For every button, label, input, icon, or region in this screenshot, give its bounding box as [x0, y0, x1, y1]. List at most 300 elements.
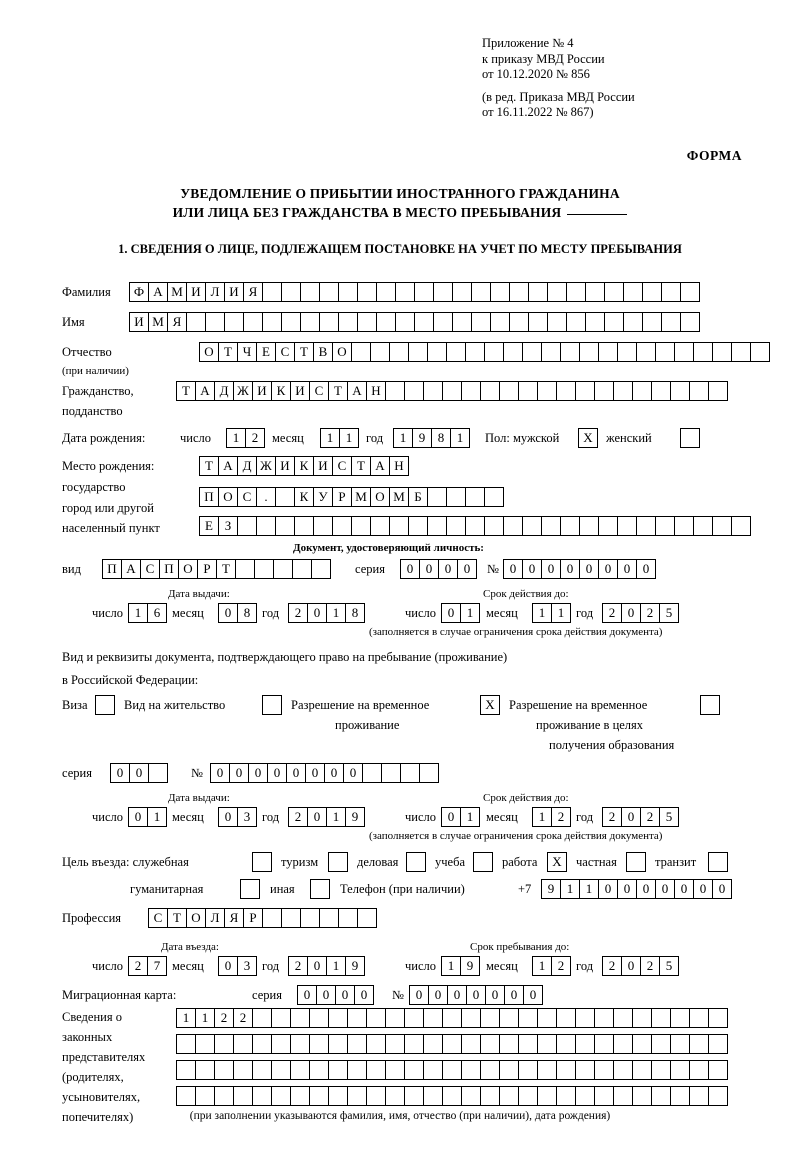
- form-cell[interactable]: А: [218, 456, 238, 476]
- form-cell[interactable]: 2: [245, 428, 265, 448]
- form-cell[interactable]: [473, 852, 493, 872]
- form-cell[interactable]: 2: [551, 956, 571, 976]
- form-cell[interactable]: [309, 1034, 329, 1054]
- form-cell[interactable]: [309, 1086, 329, 1106]
- form-cell[interactable]: [623, 282, 643, 302]
- surname-input[interactable]: [129, 282, 699, 302]
- form-cell[interactable]: [275, 487, 295, 507]
- form-cell[interactable]: [499, 1008, 519, 1028]
- form-cell[interactable]: 8: [431, 428, 451, 448]
- form-cell[interactable]: [556, 1008, 576, 1028]
- form-cell[interactable]: [689, 1034, 709, 1054]
- form-cell[interactable]: [547, 282, 567, 302]
- form-cell[interactable]: [518, 1034, 538, 1054]
- form-cell[interactable]: 0: [457, 559, 477, 579]
- form-cell[interactable]: [594, 1008, 614, 1028]
- form-cell[interactable]: М: [351, 487, 371, 507]
- form-cell[interactable]: [262, 908, 282, 928]
- form-cell[interactable]: [484, 342, 504, 362]
- form-cell[interactable]: [95, 695, 115, 715]
- form-cell[interactable]: 0: [409, 985, 429, 1005]
- form-cell[interactable]: [385, 1060, 405, 1080]
- form-cell[interactable]: 1: [460, 603, 480, 623]
- form-cell[interactable]: 0: [438, 559, 458, 579]
- form-cell[interactable]: [281, 282, 301, 302]
- form-cell[interactable]: [556, 1034, 576, 1054]
- form-cell[interactable]: [240, 879, 260, 899]
- form-cell[interactable]: [651, 381, 671, 401]
- form-cell[interactable]: 0: [522, 559, 542, 579]
- form-cell[interactable]: 0: [428, 985, 448, 1005]
- form-cell[interactable]: 0: [419, 559, 439, 579]
- form-cell[interactable]: [731, 516, 751, 536]
- form-cell[interactable]: 0: [354, 985, 374, 1005]
- form-cell[interactable]: [446, 342, 466, 362]
- doc-series-input[interactable]: [400, 559, 476, 579]
- form-cell[interactable]: [528, 312, 548, 332]
- form-cell[interactable]: [670, 1008, 690, 1028]
- form-cell[interactable]: Е: [199, 516, 219, 536]
- form-cell[interactable]: Н: [366, 381, 386, 401]
- form-cell[interactable]: Ч: [237, 342, 257, 362]
- form-cell[interactable]: [537, 1060, 557, 1080]
- form-cell[interactable]: [461, 381, 481, 401]
- form-cell[interactable]: 1: [128, 603, 148, 623]
- form-cell[interactable]: [423, 381, 443, 401]
- form-cell[interactable]: [423, 1034, 443, 1054]
- form-cell[interactable]: [651, 1086, 671, 1106]
- form-cell[interactable]: 1: [226, 428, 246, 448]
- form-cell[interactable]: [381, 763, 401, 783]
- form-cell[interactable]: [433, 282, 453, 302]
- form-cell[interactable]: 9: [460, 956, 480, 976]
- form-cell[interactable]: 0: [485, 985, 505, 1005]
- form-cell[interactable]: 0: [621, 807, 641, 827]
- form-cell[interactable]: [680, 282, 700, 302]
- form-cell[interactable]: [661, 312, 681, 332]
- form-cell[interactable]: [471, 312, 491, 332]
- form-cell[interactable]: [556, 1060, 576, 1080]
- form-cell[interactable]: 2: [233, 1008, 253, 1028]
- form-cell[interactable]: [674, 516, 694, 536]
- form-cell[interactable]: [376, 282, 396, 302]
- form-cell[interactable]: [537, 1034, 557, 1054]
- form-cell[interactable]: [252, 1086, 272, 1106]
- form-cell[interactable]: [300, 312, 320, 332]
- form-cell[interactable]: [484, 516, 504, 536]
- form-cell[interactable]: [233, 1086, 253, 1106]
- purpose-study-checkbox[interactable]: [473, 852, 492, 872]
- form-cell[interactable]: 8: [237, 603, 257, 623]
- form-cell[interactable]: [670, 1060, 690, 1080]
- form-cell[interactable]: Р: [197, 559, 217, 579]
- form-cell[interactable]: З: [218, 516, 238, 536]
- form-cell[interactable]: [262, 282, 282, 302]
- form-cell[interactable]: М: [148, 312, 168, 332]
- form-cell[interactable]: 0: [598, 879, 618, 899]
- birth-year-input[interactable]: [393, 428, 469, 448]
- legal-rep-input-row2[interactable]: [176, 1034, 727, 1054]
- name-input[interactable]: [129, 312, 699, 332]
- form-cell[interactable]: 0: [400, 559, 420, 579]
- form-cell[interactable]: [499, 1060, 519, 1080]
- form-cell[interactable]: 8: [345, 603, 365, 623]
- form-cell[interactable]: 0: [218, 603, 238, 623]
- form-cell[interactable]: [446, 487, 466, 507]
- form-cell[interactable]: О: [218, 487, 238, 507]
- form-cell[interactable]: Х: [480, 695, 500, 715]
- form-cell[interactable]: [400, 763, 420, 783]
- form-cell[interactable]: [408, 342, 428, 362]
- form-cell[interactable]: [347, 1060, 367, 1080]
- form-cell[interactable]: 6: [147, 603, 167, 623]
- form-cell[interactable]: [347, 1034, 367, 1054]
- permit-issue-day-input[interactable]: [128, 807, 166, 827]
- form-cell[interactable]: [214, 1034, 234, 1054]
- form-cell[interactable]: 0: [210, 763, 230, 783]
- form-cell[interactable]: [252, 852, 272, 872]
- form-cell[interactable]: К: [271, 381, 291, 401]
- legal-rep-input-row4[interactable]: [176, 1086, 727, 1106]
- form-cell[interactable]: 2: [640, 956, 660, 976]
- legal-rep-input-row1[interactable]: [176, 1008, 727, 1028]
- form-cell[interactable]: [433, 312, 453, 332]
- form-cell[interactable]: Я: [167, 312, 187, 332]
- form-cell[interactable]: 2: [602, 956, 622, 976]
- form-cell[interactable]: Т: [351, 456, 371, 476]
- entry-day-input[interactable]: [128, 956, 166, 976]
- permit-issue-month-input[interactable]: [218, 807, 256, 827]
- form-cell[interactable]: [427, 342, 447, 362]
- form-cell[interactable]: [712, 342, 732, 362]
- form-cell[interactable]: [294, 516, 314, 536]
- form-cell[interactable]: [560, 342, 580, 362]
- form-cell[interactable]: 0: [712, 879, 732, 899]
- form-cell[interactable]: [423, 1060, 443, 1080]
- form-cell[interactable]: [465, 342, 485, 362]
- form-cell[interactable]: [446, 516, 466, 536]
- form-cell[interactable]: [300, 282, 320, 302]
- form-cell[interactable]: [575, 1060, 595, 1080]
- form-cell[interactable]: [623, 312, 643, 332]
- form-cell[interactable]: [594, 1060, 614, 1080]
- form-cell[interactable]: [509, 312, 529, 332]
- form-cell[interactable]: 1: [326, 603, 346, 623]
- permit-issue-year-input[interactable]: [288, 807, 364, 827]
- form-cell[interactable]: [338, 282, 358, 302]
- form-cell[interactable]: [632, 1008, 652, 1028]
- form-cell[interactable]: [176, 1060, 196, 1080]
- form-cell[interactable]: [362, 763, 382, 783]
- form-cell[interactable]: Д: [214, 381, 234, 401]
- form-cell[interactable]: О: [178, 559, 198, 579]
- form-cell[interactable]: 0: [655, 879, 675, 899]
- form-cell[interactable]: [300, 908, 320, 928]
- form-cell[interactable]: [617, 342, 637, 362]
- form-cell[interactable]: 0: [636, 879, 656, 899]
- form-cell[interactable]: Ж: [256, 456, 276, 476]
- form-cell[interactable]: [632, 381, 652, 401]
- permit-series-input[interactable]: [110, 763, 167, 783]
- form-cell[interactable]: [414, 282, 434, 302]
- form-cell[interactable]: П: [102, 559, 122, 579]
- form-cell[interactable]: [338, 312, 358, 332]
- form-cell[interactable]: 0: [693, 879, 713, 899]
- form-cell[interactable]: П: [199, 487, 219, 507]
- purpose-work-checkbox[interactable]: [547, 852, 566, 872]
- form-cell[interactable]: [594, 1086, 614, 1106]
- form-cell[interactable]: [262, 312, 282, 332]
- form-cell[interactable]: [319, 908, 339, 928]
- form-cell[interactable]: Т: [328, 381, 348, 401]
- form-cell[interactable]: В: [313, 342, 333, 362]
- form-cell[interactable]: [594, 381, 614, 401]
- form-cell[interactable]: [518, 1060, 538, 1080]
- form-cell[interactable]: И: [186, 282, 206, 302]
- form-cell[interactable]: 0: [617, 559, 637, 579]
- form-cell[interactable]: К: [294, 487, 314, 507]
- form-cell[interactable]: 0: [248, 763, 268, 783]
- form-cell[interactable]: [461, 1060, 481, 1080]
- form-cell[interactable]: 0: [218, 956, 238, 976]
- form-cell[interactable]: [271, 1034, 291, 1054]
- form-cell[interactable]: Л: [205, 282, 225, 302]
- form-cell[interactable]: 9: [345, 956, 365, 976]
- form-cell[interactable]: [708, 1060, 728, 1080]
- form-cell[interactable]: [311, 559, 331, 579]
- doc-kind-input[interactable]: [102, 559, 330, 579]
- form-cell[interactable]: [708, 1034, 728, 1054]
- form-cell[interactable]: 0: [447, 985, 467, 1005]
- form-cell[interactable]: К: [294, 456, 314, 476]
- form-cell[interactable]: [442, 1034, 462, 1054]
- form-cell[interactable]: [490, 282, 510, 302]
- form-cell[interactable]: [376, 312, 396, 332]
- form-cell[interactable]: [370, 342, 390, 362]
- form-cell[interactable]: [366, 1060, 386, 1080]
- form-cell[interactable]: [290, 1060, 310, 1080]
- form-cell[interactable]: [233, 1034, 253, 1054]
- form-cell[interactable]: [731, 342, 751, 362]
- form-cell[interactable]: [214, 1060, 234, 1080]
- form-cell[interactable]: [556, 381, 576, 401]
- migration-number-input[interactable]: [409, 985, 542, 1005]
- form-cell[interactable]: [689, 381, 709, 401]
- form-cell[interactable]: [389, 516, 409, 536]
- permit-number-input[interactable]: [210, 763, 438, 783]
- form-cell[interactable]: [176, 1034, 196, 1054]
- form-cell[interactable]: И: [290, 381, 310, 401]
- doc-issue-year-input[interactable]: [288, 603, 364, 623]
- form-cell[interactable]: [632, 1060, 652, 1080]
- form-cell[interactable]: [319, 312, 339, 332]
- form-cell[interactable]: [613, 1034, 633, 1054]
- form-cell[interactable]: [406, 852, 426, 872]
- form-cell[interactable]: [636, 516, 656, 536]
- form-cell[interactable]: 0: [307, 603, 327, 623]
- form-cell[interactable]: [484, 487, 504, 507]
- permit-valid-month-input[interactable]: [532, 807, 570, 827]
- entry-year-input[interactable]: [288, 956, 364, 976]
- form-cell[interactable]: 5: [659, 603, 679, 623]
- doc-number-input[interactable]: [503, 559, 655, 579]
- form-cell[interactable]: [271, 1060, 291, 1080]
- form-cell[interactable]: [214, 1086, 234, 1106]
- form-cell[interactable]: [408, 516, 428, 536]
- form-cell[interactable]: 0: [523, 985, 543, 1005]
- form-cell[interactable]: 0: [441, 603, 461, 623]
- form-cell[interactable]: [613, 1086, 633, 1106]
- form-cell[interactable]: Т: [167, 908, 187, 928]
- birth-city-input-row2[interactable]: [199, 487, 503, 507]
- form-cell[interactable]: [205, 312, 225, 332]
- form-cell[interactable]: 1: [326, 956, 346, 976]
- form-cell[interactable]: 0: [129, 763, 149, 783]
- migration-series-input[interactable]: [297, 985, 373, 1005]
- form-cell[interactable]: [655, 342, 675, 362]
- form-cell[interactable]: [499, 1086, 519, 1106]
- form-cell[interactable]: [598, 516, 618, 536]
- form-cell[interactable]: [148, 763, 168, 783]
- form-cell[interactable]: 0: [674, 879, 694, 899]
- form-cell[interactable]: [651, 1034, 671, 1054]
- form-cell[interactable]: [427, 516, 447, 536]
- form-cell[interactable]: [613, 1060, 633, 1080]
- citizenship-input[interactable]: [176, 381, 727, 401]
- residence-permit-checkbox[interactable]: [262, 695, 281, 715]
- form-cell[interactable]: 2: [288, 956, 308, 976]
- form-cell[interactable]: 2: [128, 956, 148, 976]
- form-cell[interactable]: [560, 516, 580, 536]
- form-cell[interactable]: [366, 1086, 386, 1106]
- form-cell[interactable]: 9: [541, 879, 561, 899]
- form-cell[interactable]: 0: [636, 559, 656, 579]
- permit-valid-year-input[interactable]: [602, 807, 678, 827]
- form-cell[interactable]: Т: [294, 342, 314, 362]
- form-cell[interactable]: 2: [288, 807, 308, 827]
- form-cell[interactable]: [585, 282, 605, 302]
- form-cell[interactable]: [518, 381, 538, 401]
- form-cell[interactable]: [290, 1034, 310, 1054]
- form-cell[interactable]: [347, 1086, 367, 1106]
- form-cell[interactable]: [503, 342, 523, 362]
- form-cell[interactable]: [404, 381, 424, 401]
- form-cell[interactable]: [195, 1086, 215, 1106]
- form-cell[interactable]: 0: [110, 763, 130, 783]
- form-cell[interactable]: [642, 282, 662, 302]
- form-cell[interactable]: С: [237, 487, 257, 507]
- form-cell[interactable]: [670, 381, 690, 401]
- edu-residence-checkbox[interactable]: [700, 695, 719, 715]
- form-cell[interactable]: [661, 282, 681, 302]
- form-cell[interactable]: [395, 312, 415, 332]
- form-cell[interactable]: Л: [205, 908, 225, 928]
- form-cell[interactable]: 1: [393, 428, 413, 448]
- form-cell[interactable]: [271, 1086, 291, 1106]
- doc-valid-day-input[interactable]: [441, 603, 479, 623]
- birth-day-input[interactable]: [226, 428, 264, 448]
- form-cell[interactable]: [700, 695, 720, 715]
- form-cell[interactable]: [395, 282, 415, 302]
- form-cell[interactable]: [423, 1008, 443, 1028]
- form-cell[interactable]: [385, 1034, 405, 1054]
- birth-month-input[interactable]: [320, 428, 358, 448]
- form-cell[interactable]: [556, 1086, 576, 1106]
- form-cell[interactable]: [547, 312, 567, 332]
- form-cell[interactable]: [235, 559, 255, 579]
- purpose-official-checkbox[interactable]: [252, 852, 271, 872]
- form-cell[interactable]: А: [121, 559, 141, 579]
- form-cell[interactable]: .: [256, 487, 276, 507]
- form-cell[interactable]: [503, 516, 523, 536]
- profession-input[interactable]: [148, 908, 376, 928]
- form-cell[interactable]: [680, 312, 700, 332]
- form-cell[interactable]: [642, 312, 662, 332]
- form-cell[interactable]: [579, 342, 599, 362]
- form-cell[interactable]: 0: [504, 985, 524, 1005]
- form-cell[interactable]: [347, 1008, 367, 1028]
- form-cell[interactable]: [262, 695, 282, 715]
- form-cell[interactable]: [290, 1086, 310, 1106]
- form-cell[interactable]: 3: [237, 807, 257, 827]
- form-cell[interactable]: [537, 381, 557, 401]
- form-cell[interactable]: [442, 1060, 462, 1080]
- form-cell[interactable]: 7: [147, 956, 167, 976]
- form-cell[interactable]: И: [252, 381, 272, 401]
- form-cell[interactable]: 0: [621, 956, 641, 976]
- form-cell[interactable]: 0: [128, 807, 148, 827]
- form-cell[interactable]: [670, 1034, 690, 1054]
- form-cell[interactable]: [480, 1008, 500, 1028]
- form-cell[interactable]: [651, 1008, 671, 1028]
- form-cell[interactable]: [541, 516, 561, 536]
- form-cell[interactable]: [604, 312, 624, 332]
- form-cell[interactable]: [357, 282, 377, 302]
- form-cell[interactable]: С: [309, 381, 329, 401]
- form-cell[interactable]: 0: [307, 807, 327, 827]
- form-cell[interactable]: 1: [147, 807, 167, 827]
- form-cell[interactable]: [404, 1008, 424, 1028]
- form-cell[interactable]: [442, 1008, 462, 1028]
- stay-month-input[interactable]: [532, 956, 570, 976]
- form-cell[interactable]: [617, 516, 637, 536]
- form-cell[interactable]: 1: [176, 1008, 196, 1028]
- form-cell[interactable]: [385, 1086, 405, 1106]
- form-cell[interactable]: 0: [305, 763, 325, 783]
- birth-city-input-row3[interactable]: [199, 516, 750, 536]
- form-cell[interactable]: [465, 516, 485, 536]
- form-cell[interactable]: 5: [659, 807, 679, 827]
- form-cell[interactable]: [708, 1008, 728, 1028]
- form-cell[interactable]: [613, 1008, 633, 1028]
- form-cell[interactable]: И: [129, 312, 149, 332]
- form-cell[interactable]: [689, 1008, 709, 1028]
- form-cell[interactable]: [385, 1008, 405, 1028]
- form-cell[interactable]: 2: [640, 807, 660, 827]
- form-cell[interactable]: 0: [617, 879, 637, 899]
- form-cell[interactable]: Т: [218, 342, 238, 362]
- form-cell[interactable]: 1: [460, 807, 480, 827]
- form-cell[interactable]: [522, 342, 542, 362]
- form-cell[interactable]: Б: [408, 487, 428, 507]
- entry-month-input[interactable]: [218, 956, 256, 976]
- form-cell[interactable]: С: [140, 559, 160, 579]
- form-cell[interactable]: 1: [441, 956, 461, 976]
- form-cell[interactable]: 2: [214, 1008, 234, 1028]
- form-cell[interactable]: [292, 559, 312, 579]
- form-cell[interactable]: М: [389, 487, 409, 507]
- form-cell[interactable]: [389, 342, 409, 362]
